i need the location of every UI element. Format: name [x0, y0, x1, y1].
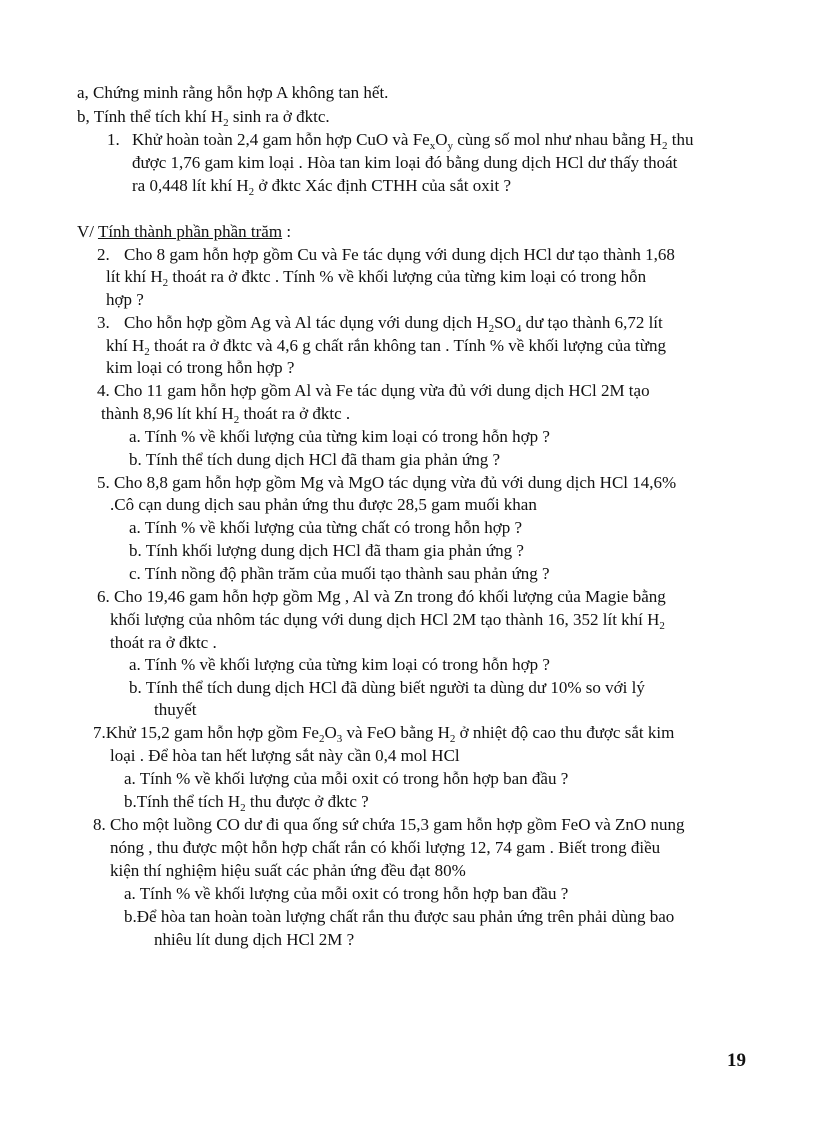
question-6-part-b-line-1: b. Tính thể tích dung dịch HCl đã dùng biết người ta dùng dư 10% so với lý — [129, 678, 645, 697]
question-6-part-b-line-2: thuyết — [154, 700, 197, 719]
question-7-part-b: b.Tính thể tích $H_2$ thu được ở đktc ? — [124, 792, 369, 814]
question-2-line-3: hợp ? — [106, 290, 144, 309]
question-8-part-b-line-2: nhiêu lít dung dịch HCl 2M ? — [154, 930, 355, 949]
question-3-line-3: kim loại có trong hỗn hợp ? — [106, 358, 295, 377]
question-7-line-2: loại . Để hòa tan hết lượng sắt này cần 0,4 mol HCl — [110, 746, 460, 765]
question-2-line-1: Cho 8 gam hỗn hợp gồm Cu và Fe tác dụng với dung dịch HCl dư tạo thành 1,68 — [124, 245, 675, 264]
question-1-line-1: Khử hoàn toàn 2,4 gam hỗn hợp CuO và $Fe_xO_y$ cùng số mol như nhau bằng $H_2$ thu — [132, 130, 694, 152]
question-4-line-2: thành 8,96 lít khí $H_2$ thoát ra ở đktc . — [101, 404, 351, 426]
question-3-line-1: Cho hỗn hợp gồm Ag và Al tác dụng với dung dịch $H_2SO_4$ dư tạo thành 6,72 lít — [124, 313, 663, 335]
question-7-part-a: a. Tính % về khối lượng của mỗi oxit có trong hỗn hợp ban đầu ? — [124, 769, 569, 788]
part-b-line: b, Tính thể tích khí $H_2$ sinh ra ở đktc. — [77, 107, 330, 129]
question-8-line-3: kiện thí nghiệm hiệu suất các phản ứng đều đạt 80% — [110, 861, 466, 880]
page-number: 19 — [727, 1050, 746, 1071]
question-4-part-a: a. Tính % về khối lượng của từng kim loại có trong hỗn hợp ? — [129, 427, 550, 446]
question-4-line-1: 4. Cho 11 gam hỗn hợp gồm Al và Fe tác dụng vừa đủ với dung dịch HCl 2M tạo — [97, 381, 650, 400]
question-1-line-3: ra 0,448 lít khí $H_2$ ở đktc Xác định CTHH của sắt oxit ? — [132, 176, 511, 198]
question-1-line-2: được 1,76 gam kim loại . Hòa tan kim loại đó bằng dung dịch HCl dư thấy thoát — [132, 153, 678, 172]
question-2-number: 2. — [97, 245, 110, 264]
question-3-number: 3. — [97, 313, 110, 332]
question-8-part-b-line-1: b.Để hòa tan hoàn toàn lượng chất rắn thu được sau phản ứng trên phải dùng bao — [124, 907, 675, 926]
question-8-part-a: a. Tính % về khối lượng của mỗi oxit có trong hỗn hợp ban đầu ? — [124, 884, 569, 903]
question-6-part-a: a. Tính % về khối lượng của từng kim loại có trong hỗn hợp ? — [129, 655, 550, 674]
question-2-line-2: lít khí $H_2$ thoát ra ở đktc . Tính % về khối lượng của từng kim loại có trong hỗn — [106, 267, 647, 289]
question-7-line-1: 7.Khử 15,2 gam hỗn hợp gồm $Fe_2O_3$ và FeO bằng $H_2$ ở nhiệt độ cao thu được sắt kim — [93, 723, 675, 745]
question-6-line-3: thoát ra ở đktc . — [110, 633, 217, 652]
section-heading: V/ Tính thành phần phần trăm : — [77, 222, 292, 241]
question-5-part-a: a. Tính % về khối lượng của từng chất có trong hỗn hợp ? — [129, 518, 523, 537]
question-5-part-c: c. Tính nồng độ phần trăm của muối tạo thành sau phản ứng ? — [129, 564, 550, 583]
question-3-line-2: khí $H_2$ thoát ra ở đktc và 4,6 g chất rắn không tan . Tính % về khối lượng của từng — [106, 336, 666, 358]
part-a-line: a, Chứng minh rằng hỗn hợp A không tan hết. — [77, 83, 389, 102]
question-8-line-2: nóng , thu được một hỗn hợp chất rắn có khối lượng 12, 74 gam . Biết trong điều — [110, 838, 661, 857]
question-5-part-b: b. Tính khối lượng dung dịch HCl đã tham gia phản ứng ? — [129, 541, 524, 560]
question-6-line-1: 6. Cho 19,46 gam hỗn hợp gồm Mg , Al và Zn trong đó khối lượng của Magie bằng — [97, 587, 666, 606]
question-5-line-1: 5. Cho 8,8 gam hỗn hợp gồm Mg và MgO tác dụng vừa đủ với dung dịch HCl 14,6% — [97, 473, 677, 492]
question-8-line-1: 8. Cho một luồng CO dư đi qua ống sứ chứa 15,3 gam hỗn hợp gồm FeO và ZnO nung — [93, 815, 685, 834]
question-4-part-b: b. Tính thể tích dung dịch HCl đã tham gia phản ứng ? — [129, 450, 501, 469]
question-6-line-2: khối lượng của nhôm tác dụng với dung dịch HCl 2M tạo thành 16, 352 lít khí $H_2$ — [110, 610, 665, 632]
question-1-number: 1. — [107, 130, 120, 149]
question-5-line-2: .Cô cạn dung dịch sau phản ứng thu được 28,5 gam muối khan — [110, 495, 537, 514]
